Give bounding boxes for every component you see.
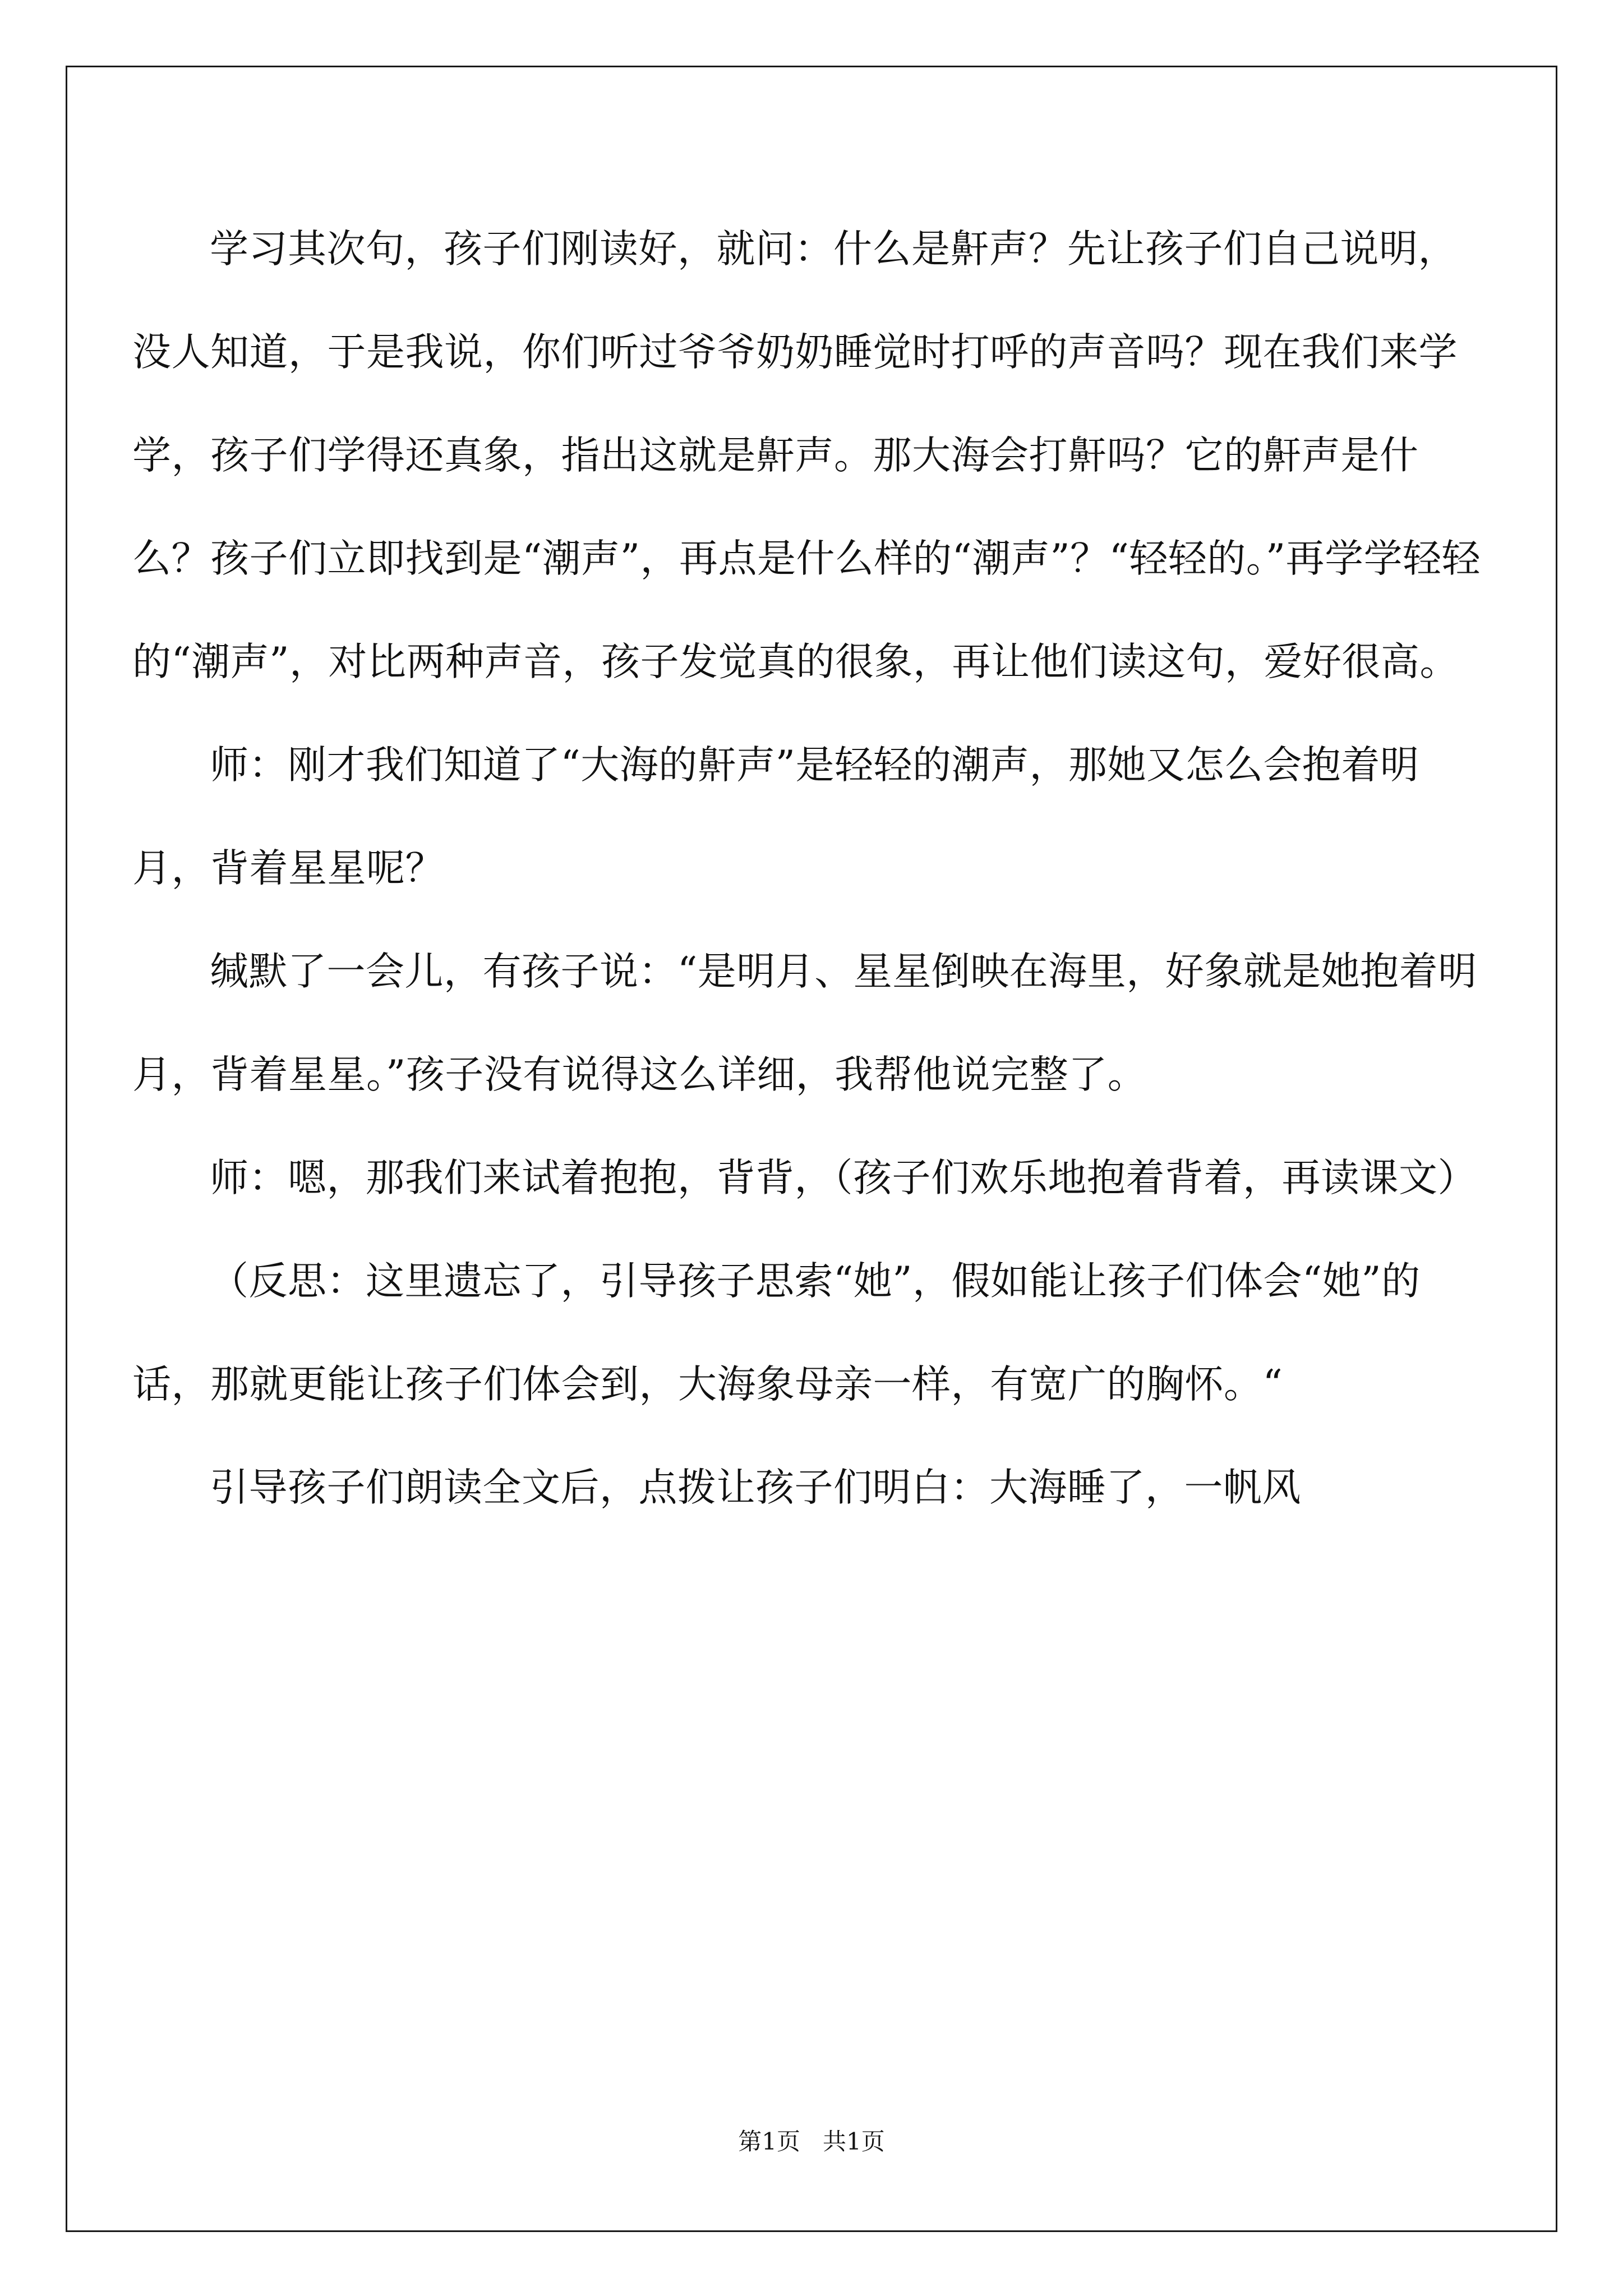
paragraph-2: 师：刚才我们知道了“大海的鼾声”是轻轻的潮声，那她又怎么会抱着明月，背着星星呢？ [132, 743, 1419, 891]
paragraph-1: 学习其次句，孩子们刚读好，就问：什么是鼾声？先让孩子们自己说明，没人知道，于是我说，你们听过爷爷奶奶睡觉时打呼的声音吗？现在我们来学学，孩子们学得还真象，指出这就是鼾声。那大海会打鼾吗？它的鼾声是什么？孩子们立即找到是“潮声”，再点是什么样的“潮声”？“轻轻的。”再学学轻轻的“潮声”，对比两种声音，孩子发觉真的很象，再让他们读这句，爱好很高。 [132, 227, 1481, 684]
document-body [132, 0, 1495, 1539]
page-footer [0, 2123, 1623, 2157]
paragraph-5: （反思：这里遗忘了，引导孩子思索“她”，假如能让孩子们体会“她”的话，那就更能让孩子们体会到，大海象母亲一样，有宽广的胸怀。“ [132, 1259, 1421, 1407]
page-total: 共1页 [823, 2128, 885, 2155]
paragraph-4: 师：嗯，那我们来试着抱抱，背背，（孩子们欢乐地抱着背着，再读课文） [210, 1156, 1477, 1200]
paragraph-6: 引导孩子们朗读全文后，点拨让孩子们明白：大海睡了，一帆风 [210, 1465, 1301, 1510]
page-number: 第1页 [738, 2128, 800, 2155]
paragraph-3: 缄默了一会儿，有孩子说：“是明月、星星倒映在海里，好象就是她抱着明月，背着星星。”孩子没有说得这么详细，我帮他说完整了。 [132, 949, 1477, 1097]
